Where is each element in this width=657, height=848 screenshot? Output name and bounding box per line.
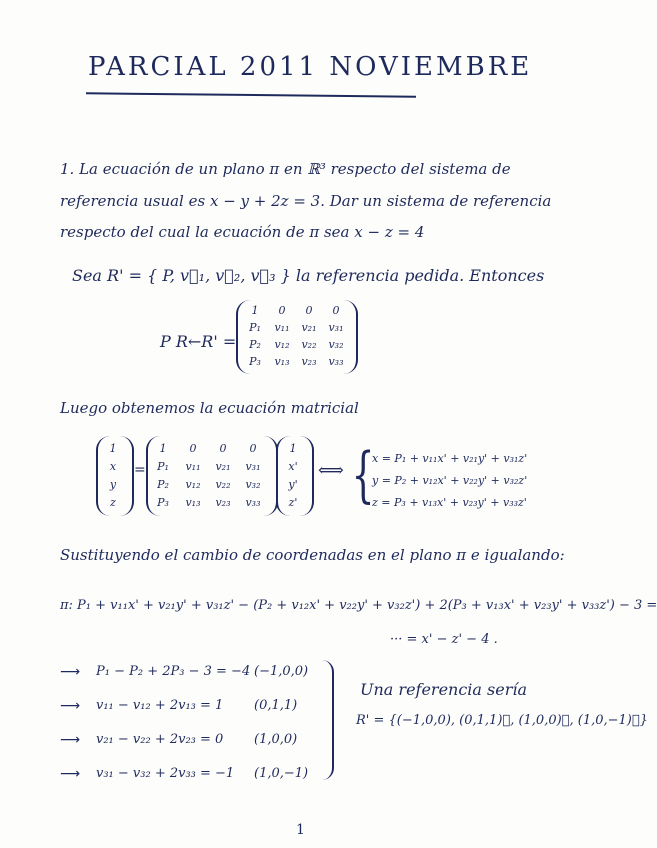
solution-vector: (0,1,1) xyxy=(254,698,298,713)
matrix-cell: P₁ xyxy=(249,321,261,334)
matrix-cell: 0 xyxy=(249,442,257,455)
matrix-cell: v₁₃ xyxy=(274,355,290,368)
vector-entry: x xyxy=(109,460,117,473)
title-underline xyxy=(86,92,416,97)
solution-vector: (1,0,−1) xyxy=(254,766,309,781)
matrix-cell: P₂ xyxy=(157,478,169,491)
problem-line-2: referencia usual es x − y + 2z = 3. Dar un sistema de referencia xyxy=(60,192,552,210)
matrix-cell: v₃₃ xyxy=(328,355,344,368)
matrix-cell: 1 xyxy=(159,442,167,455)
vector-entry: 1 xyxy=(289,442,297,455)
system-equation: y = P₂ + v₁₂x' + v₂₂y' + v₃₂z' xyxy=(372,474,528,487)
solution-vector: (1,0,0) xyxy=(254,732,298,747)
arrow-icon: ⟶ xyxy=(60,664,81,680)
matrix-cell: v₂₃ xyxy=(301,355,317,368)
luego-line: Luego obtenemos la ecuación matricial xyxy=(60,399,359,417)
system-equation: x = P₁ + v₁₁x' + v₂₁y' + v₃₁z' xyxy=(372,452,528,465)
coefficient-equation: v₂₁ − v₂₂ + 2v₂₃ = 0 xyxy=(96,732,224,747)
vector-entry: z' xyxy=(288,496,298,509)
matrix-cell: 0 xyxy=(189,442,197,455)
page-number: 1 xyxy=(296,822,305,838)
matrix-cell: v₂₂ xyxy=(215,478,231,491)
matrix-cell: v₁₂ xyxy=(185,478,201,491)
coefficient-equation: P₁ − P₂ + 2P₃ − 3 = −4 xyxy=(96,664,251,679)
matrix-cell: v₃₁ xyxy=(245,460,261,473)
una-referencia-line: Una referencia sería xyxy=(360,680,528,699)
matrix-cell: v₁₃ xyxy=(185,496,201,509)
matrix-cell: v₂₃ xyxy=(215,496,231,509)
matrix-cell: v₃₂ xyxy=(245,478,261,491)
matrix-cell: v₁₁ xyxy=(185,460,201,473)
arrow-icon: ⟶ xyxy=(60,698,81,714)
reference-answer: R' = {(−1,0,0), (0,1,1)⃗, (1,0,0)⃗, (1,0,−1)⃗} xyxy=(356,713,648,728)
matrix-cell: P₃ xyxy=(157,496,169,509)
problem-line-1: 1. La ecuación de un plano π en ℝ³ respecto del sistema de xyxy=(60,160,511,178)
plane-substitution-line-1: π: P₁ + v₁₁x' + v₂₁y' + v₃₁z' − (P₂ + v₁₂x' + v₂₂y' + v₃₂z') + 2(P₃ + v₁₃x' + v₂₃y' + v₃₃z') − 3 = xyxy=(60,598,657,613)
matrix-cell: 0 xyxy=(332,304,340,317)
coefficient-equation: v₁₁ − v₁₂ + 2v₁₃ = 1 xyxy=(96,698,224,713)
matrix-cell: P₂ xyxy=(249,338,261,351)
vector-entry: x' xyxy=(288,460,298,473)
plane-substitution-line-2: ··· = x' − z' − 4 . xyxy=(390,632,498,647)
system-brace: { xyxy=(351,440,375,510)
matrix-cell: 0 xyxy=(278,304,286,317)
vector-entry: z xyxy=(110,496,116,509)
matrix-cell: v₁₁ xyxy=(274,321,290,334)
problem-line-3: respecto del cual la ecuación de π sea x − z = 4 xyxy=(60,223,425,241)
matrix-label: P R←R' = xyxy=(160,332,237,351)
matrix-cell: 0 xyxy=(305,304,313,317)
vector-entry: y xyxy=(109,478,117,491)
matrix-cell: v₂₁ xyxy=(301,321,317,334)
matrix-cell: v₁₂ xyxy=(274,338,290,351)
system-equation: z = P₃ + v₁₃x' + v₂₃y' + v₃₃z' xyxy=(372,496,527,509)
matrix-cell: P₃ xyxy=(249,355,261,368)
matrix-cell: v₃₂ xyxy=(328,338,344,351)
sea-line: Sea R' = { P, v⃗₁, v⃗₂, v⃗₃ } la referencia pedida. Entonces xyxy=(72,266,545,285)
matrix-cell: 0 xyxy=(219,442,227,455)
matrix-cell: v₂₁ xyxy=(215,460,231,473)
vector-entry: 1 xyxy=(109,442,117,455)
solutions-brace xyxy=(318,660,334,780)
arrow-icon: ⟶ xyxy=(60,732,81,748)
page-title: PARCIAL 2011 NOVIEMBRE xyxy=(88,52,533,82)
coefficient-equation: v₃₁ − v₃₂ + 2v₃₃ = −1 xyxy=(96,766,235,781)
sustituyendo-line: Sustituyendo el cambio de coordenadas en el plano π e igualando: xyxy=(60,546,565,564)
matrix-cell: v₃₃ xyxy=(245,496,261,509)
matrix-cell: v₃₁ xyxy=(328,321,344,334)
arrow-icon: ⟶ xyxy=(60,766,81,782)
matrix-cell: v₂₂ xyxy=(301,338,317,351)
matrix-cell: 1 xyxy=(251,304,259,317)
equivalence-arrow: ⟺ xyxy=(318,460,344,481)
matrix-cell: P₁ xyxy=(157,460,169,473)
equals-sign: = xyxy=(134,462,146,478)
vector-entry: y' xyxy=(288,478,298,491)
solution-vector: (−1,0,0) xyxy=(254,664,309,679)
